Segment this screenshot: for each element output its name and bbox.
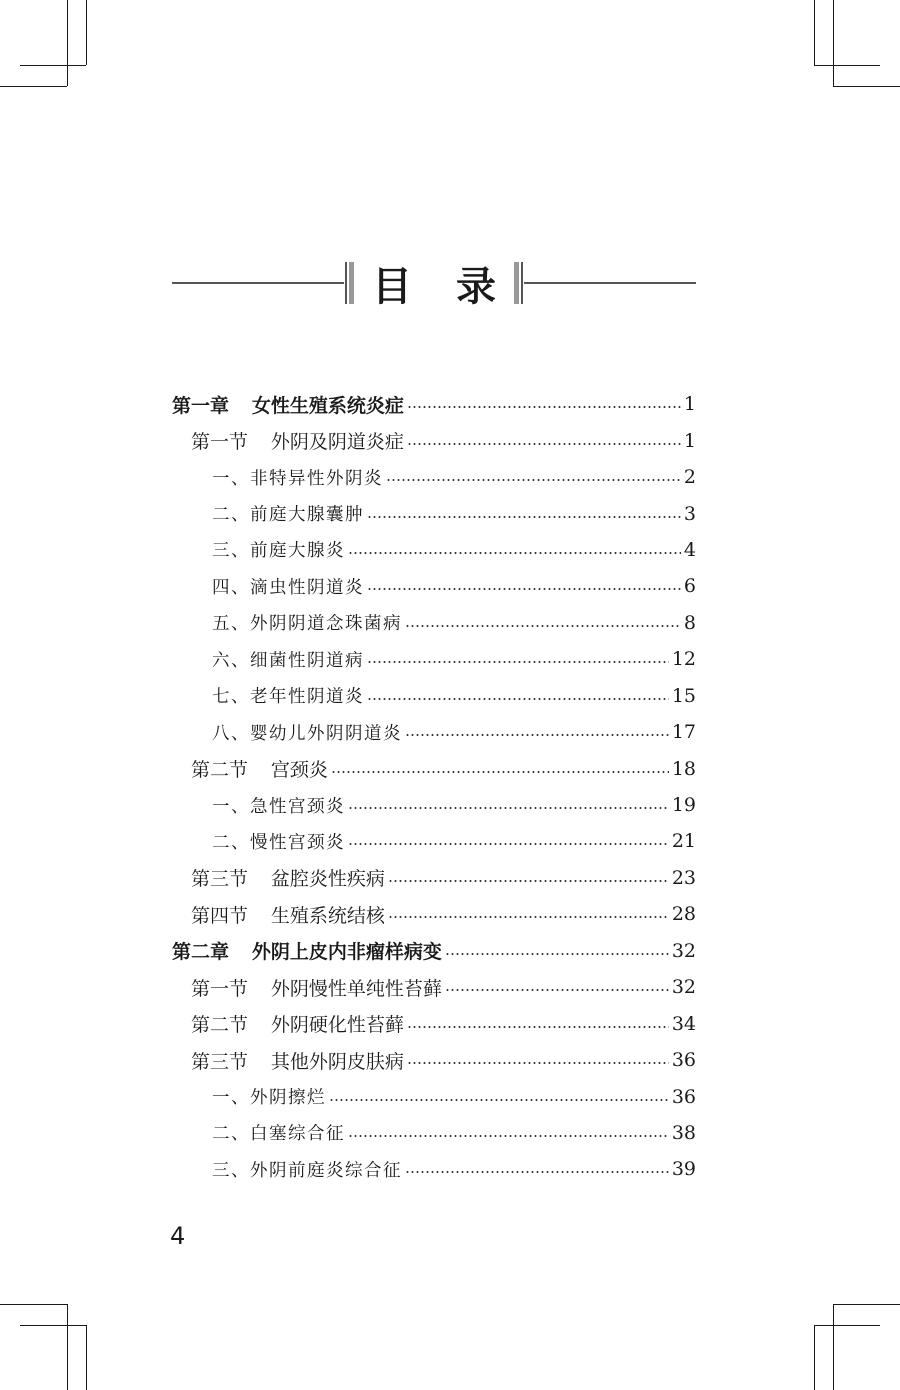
toc-entry-title: 二、白塞综合征 xyxy=(212,1124,345,1145)
dot-leader xyxy=(388,880,669,882)
toc-entry[interactable] xyxy=(172,605,696,641)
toc-entry-number: 第一节 xyxy=(191,431,249,454)
heading-bar xyxy=(521,262,523,304)
toc-entry[interactable] xyxy=(172,714,696,750)
crop-mark xyxy=(20,1325,86,1326)
toc-entry[interactable] xyxy=(172,1115,696,1151)
toc-entry-page: 6 xyxy=(683,575,696,598)
dot-leader xyxy=(348,807,669,809)
toc-entry-number: 第二节 xyxy=(191,1014,249,1037)
dot-leader xyxy=(407,1026,669,1028)
toc-entry[interactable] xyxy=(172,933,696,969)
heading-bar xyxy=(514,262,519,304)
toc-entry[interactable] xyxy=(172,896,696,932)
toc-entry-page: 2 xyxy=(683,466,696,489)
toc-entry-page: 36 xyxy=(671,1049,696,1072)
table-of-contents xyxy=(172,386,696,1188)
toc-entry-number: 第一章 xyxy=(172,394,230,417)
crop-mark xyxy=(86,0,87,65)
toc-entry-number: 第三节 xyxy=(191,1050,249,1073)
toc-entry-title: 外阴硬化性苔藓 xyxy=(270,1014,404,1037)
dot-leader xyxy=(386,479,681,481)
crop-mark xyxy=(833,1304,900,1305)
toc-entry-page: 21 xyxy=(671,830,696,853)
toc-entry-title: 宫颈炎 xyxy=(270,759,328,782)
toc-entry-number: 第一节 xyxy=(191,977,249,1000)
toc-entry-title: 女性生殖系统炎症 xyxy=(251,394,404,417)
toc-entry-page: 3 xyxy=(683,502,696,525)
toc-entry-page: 32 xyxy=(671,976,696,999)
page-title-char: 录 xyxy=(456,263,496,310)
toc-entry-number: 第四节 xyxy=(191,904,249,927)
crop-mark xyxy=(20,65,86,66)
toc-entry[interactable] xyxy=(172,1151,696,1187)
crop-mark xyxy=(833,1304,834,1390)
toc-entry[interactable] xyxy=(172,969,696,1005)
toc-entry-number: 第二章 xyxy=(172,941,230,964)
toc-entry[interactable] xyxy=(172,422,696,458)
toc-entry-title: 二、前庭大腺囊肿 xyxy=(212,505,364,526)
dot-leader xyxy=(405,734,669,736)
toc-entry-title: 外阴上皮内非瘤样病变 xyxy=(251,941,442,964)
toc-entry-page: 12 xyxy=(671,648,696,671)
toc-entry-title: 八、婴幼儿外阴阴道炎 xyxy=(212,723,402,744)
toc-entry-page: 34 xyxy=(671,1012,696,1035)
toc-entry[interactable] xyxy=(172,860,696,896)
toc-entry[interactable] xyxy=(172,495,696,531)
toc-entry-title: 一、外阴擦烂 xyxy=(212,1088,326,1109)
toc-entry[interactable] xyxy=(172,1005,696,1041)
heading-bar xyxy=(345,262,347,304)
toc-entry-title: 外阴慢性单纯性苔藓 xyxy=(270,977,442,1000)
toc-entry-title: 外阴及阴道炎症 xyxy=(270,431,404,454)
toc-entry-page: 4 xyxy=(683,538,696,561)
dot-leader xyxy=(405,625,681,627)
toc-entry[interactable] xyxy=(172,459,696,495)
heading-bar xyxy=(349,262,354,304)
toc-entry-page: 19 xyxy=(671,794,696,817)
toc-entry-page: 1 xyxy=(683,429,696,452)
toc-entry-page: 8 xyxy=(683,611,696,634)
toc-entry-page: 28 xyxy=(671,903,696,926)
heading-rule-left xyxy=(172,282,344,284)
dot-leader xyxy=(407,443,681,445)
crop-mark xyxy=(67,0,68,86)
toc-entry[interactable] xyxy=(172,568,696,604)
toc-entry-page: 17 xyxy=(671,721,696,744)
toc-entry-title: 五、外阴阴道念珠菌病 xyxy=(212,614,402,635)
crop-mark xyxy=(86,1325,87,1390)
crop-mark xyxy=(814,65,880,66)
toc-entry-title: 二、慢性宫颈炎 xyxy=(212,832,345,853)
toc-entry[interactable] xyxy=(172,1078,696,1114)
toc-entry-title: 三、前庭大腺炎 xyxy=(212,541,345,562)
dot-leader xyxy=(405,1171,669,1173)
toc-entry-number: 第二节 xyxy=(191,759,249,782)
crop-mark xyxy=(67,1304,68,1390)
dot-leader xyxy=(388,916,669,918)
toc-entry-title: 生殖系统结核 xyxy=(270,904,385,927)
toc-entry-page: 18 xyxy=(671,757,696,780)
toc-entry[interactable] xyxy=(172,386,696,422)
page-title xyxy=(372,258,496,308)
toc-entry[interactable] xyxy=(172,787,696,823)
toc-entry-page: 32 xyxy=(671,939,696,962)
dot-leader xyxy=(329,1099,669,1101)
toc-entry-title: 一、急性宫颈炎 xyxy=(212,796,345,817)
dot-leader xyxy=(407,406,681,408)
dot-leader xyxy=(331,771,669,773)
crop-mark xyxy=(814,0,815,65)
toc-entry-page: 1 xyxy=(683,393,696,416)
toc-entry-title: 七、老年性阴道炎 xyxy=(212,687,364,708)
toc-entry-page: 39 xyxy=(671,1158,696,1181)
dot-leader xyxy=(348,552,681,554)
toc-entry-page: 15 xyxy=(671,684,696,707)
toc-entry-title: 其他外阴皮肤病 xyxy=(270,1050,404,1073)
toc-entry-page: 23 xyxy=(671,866,696,889)
dot-leader xyxy=(445,989,669,991)
toc-entry[interactable] xyxy=(172,678,696,714)
toc-entry[interactable] xyxy=(172,532,696,568)
dot-leader xyxy=(348,843,669,845)
toc-entry-page: 38 xyxy=(671,1121,696,1144)
toc-entry[interactable] xyxy=(172,641,696,677)
toc-entry[interactable] xyxy=(172,750,696,786)
toc-entry-title: 盆腔炎性疾病 xyxy=(270,868,385,891)
dot-leader xyxy=(348,1135,669,1137)
dot-leader xyxy=(367,698,669,700)
toc-entry-number: 第三节 xyxy=(191,868,249,891)
crop-mark xyxy=(814,1325,880,1326)
dot-leader xyxy=(367,588,681,590)
heading-rule-right xyxy=(524,282,696,284)
dot-leader xyxy=(445,953,669,955)
toc-entry[interactable] xyxy=(172,823,696,859)
page-title-char: 目 xyxy=(372,263,412,310)
crop-mark xyxy=(0,1304,67,1305)
crop-mark xyxy=(833,0,834,86)
page-number: 4 xyxy=(170,1222,186,1250)
toc-entry-title: 四、滴虫性阴道炎 xyxy=(212,577,364,598)
toc-heading xyxy=(172,258,696,308)
toc-entry[interactable] xyxy=(172,1042,696,1078)
dot-leader xyxy=(407,1062,669,1064)
toc-entry-title: 一、非特异性外阴炎 xyxy=(212,468,383,489)
dot-leader xyxy=(367,516,681,518)
toc-entry-title: 六、细菌性阴道病 xyxy=(212,650,364,671)
crop-mark xyxy=(814,1325,815,1390)
toc-entry-title: 三、外阴前庭炎综合征 xyxy=(212,1160,402,1181)
dot-leader xyxy=(367,661,669,663)
crop-mark xyxy=(833,86,900,87)
toc-entry-page: 36 xyxy=(671,1085,696,1108)
crop-mark xyxy=(0,86,67,87)
